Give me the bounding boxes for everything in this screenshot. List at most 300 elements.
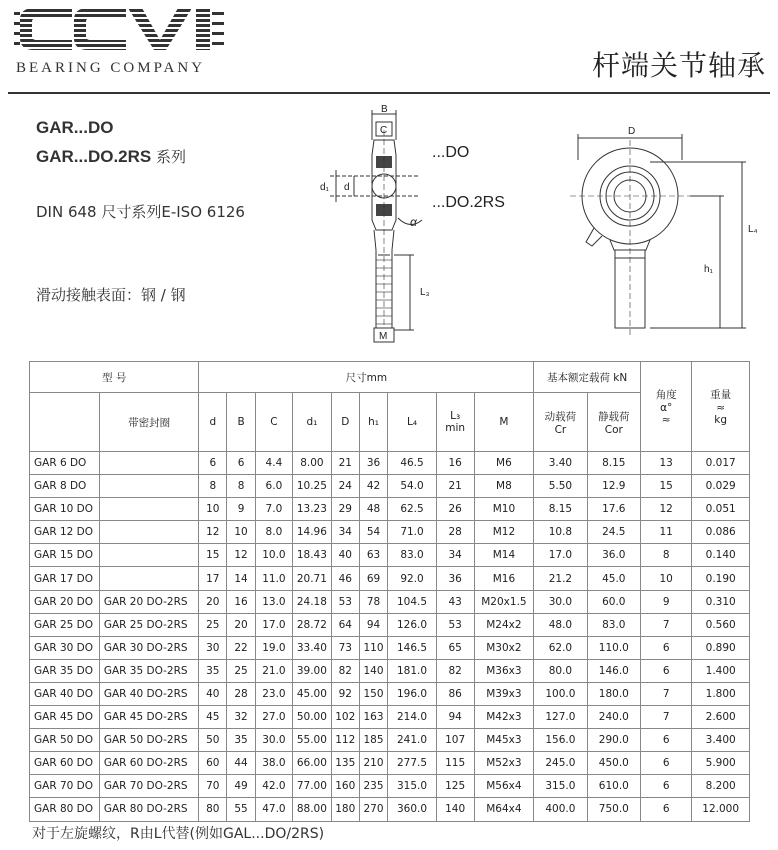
cell-angle: 13 — [641, 452, 692, 475]
cell-D: 46 — [331, 567, 359, 590]
cell-L4: 54.0 — [388, 475, 436, 498]
page-title: 杆端关节轴承 — [591, 49, 766, 82]
cell-weight: 0.140 — [692, 544, 750, 567]
cell-M: M56x4 — [474, 775, 534, 798]
table-row — [30, 544, 750, 567]
table-row — [30, 613, 750, 636]
table-row — [30, 729, 750, 752]
cell-seal-model — [99, 521, 199, 544]
cell-cor: 45.0 — [587, 567, 640, 590]
cell-D: 160 — [331, 775, 359, 798]
cell-M: M30x2 — [474, 636, 534, 659]
header-C: C — [255, 393, 292, 452]
cell-cor: 750.0 — [587, 798, 640, 821]
spec-table — [29, 361, 750, 822]
table-row — [30, 682, 750, 705]
cell-h1: 48 — [359, 498, 388, 521]
cell-d1: 88.00 — [292, 798, 331, 821]
cell-D: 40 — [331, 544, 359, 567]
header-seal: 带密封圈 — [99, 393, 199, 452]
cell-d: 10 — [199, 498, 227, 521]
cell-L4: 62.5 — [388, 498, 436, 521]
cell-L4: 104.5 — [388, 590, 436, 613]
cell-d: 80 — [199, 798, 227, 821]
label-M: M — [379, 331, 388, 342]
cell-cor: 610.0 — [587, 775, 640, 798]
header-model: 型 号 — [30, 362, 199, 393]
cell-model: GAR 25 DO — [30, 613, 100, 636]
cell-L4: 92.0 — [388, 567, 436, 590]
header-M: M — [474, 393, 534, 452]
cell-M: M64x4 — [474, 798, 534, 821]
cell-B: 14 — [227, 567, 256, 590]
cell-seal-model — [99, 498, 199, 521]
cell-weight: 0.190 — [692, 567, 750, 590]
cell-L3: 26 — [436, 498, 474, 521]
cell-B: 12 — [227, 544, 256, 567]
label-alpha: α — [410, 215, 417, 229]
cell-M: M36x3 — [474, 659, 534, 682]
series-name-2rs — [36, 146, 186, 167]
cell-model: GAR 15 DO — [30, 544, 100, 567]
cell-D: 135 — [331, 752, 359, 775]
cell-seal-model — [99, 475, 199, 498]
cell-h1: 140 — [359, 659, 388, 682]
cell-B: 28 — [227, 682, 256, 705]
cell-model: GAR 35 DO — [30, 659, 100, 682]
cell-h1: 94 — [359, 613, 388, 636]
cell-h1: 210 — [359, 752, 388, 775]
cell-angle: 7 — [641, 682, 692, 705]
cell-angle: 6 — [641, 775, 692, 798]
series-suffix: 系列 — [151, 148, 187, 166]
label-h1: h₁ — [704, 264, 713, 275]
cell-M: M16 — [474, 567, 534, 590]
cell-L4: 360.0 — [388, 798, 436, 821]
header-weight-unit: kg — [714, 414, 728, 426]
cell-model: GAR 20 DO — [30, 590, 100, 613]
cell-L3: 43 — [436, 590, 474, 613]
cell-h1: 42 — [359, 475, 388, 498]
header-angle — [641, 362, 692, 452]
table-row — [30, 775, 750, 798]
cell-L3: 94 — [436, 706, 474, 729]
header-L3-min: min — [445, 422, 466, 434]
cell-d1: 55.00 — [292, 729, 331, 752]
cell-weight: 0.890 — [692, 636, 750, 659]
header-cr-label: 动载荷 — [544, 410, 577, 423]
cell-L3: 65 — [436, 636, 474, 659]
cell-L4: 126.0 — [388, 613, 436, 636]
header-B: B — [227, 393, 256, 452]
table-row — [30, 636, 750, 659]
label-L3: L₃ — [420, 287, 430, 298]
cell-M: M12 — [474, 521, 534, 544]
cell-cor: 450.0 — [587, 752, 640, 775]
cell-weight: 12.000 — [692, 798, 750, 821]
cell-cor: 83.0 — [587, 613, 640, 636]
table-row — [30, 475, 750, 498]
cell-L4: 46.5 — [388, 452, 436, 475]
cell-model: GAR 17 DO — [30, 567, 100, 590]
cell-model: GAR 30 DO — [30, 636, 100, 659]
cell-d1: 50.00 — [292, 706, 331, 729]
cell-h1: 185 — [359, 729, 388, 752]
cell-cr: 156.0 — [534, 729, 587, 752]
cell-d: 70 — [199, 775, 227, 798]
table-row — [30, 567, 750, 590]
table-header-row-1 — [30, 362, 750, 393]
cell-model: GAR 60 DO — [30, 752, 100, 775]
header-d1: d₁ — [292, 393, 331, 452]
cell-L4: 277.5 — [388, 752, 436, 775]
series-code-2rs: GAR...DO.2RS — [36, 147, 152, 166]
cell-d1: 18.43 — [292, 544, 331, 567]
cell-weight: 1.400 — [692, 659, 750, 682]
cell-seal-model: GAR 45 DO-2RS — [99, 706, 199, 729]
header-weight-approx: ≈ — [716, 402, 726, 414]
cell-model: GAR 10 DO — [30, 498, 100, 521]
cell-h1: 54 — [359, 521, 388, 544]
cell-B: 10 — [227, 521, 256, 544]
cell-angle: 7 — [641, 706, 692, 729]
cell-C: 4.4 — [255, 452, 292, 475]
cell-L4: 214.0 — [388, 706, 436, 729]
cell-cr: 8.15 — [534, 498, 587, 521]
header-weight-label: 重量 — [710, 389, 732, 401]
cell-d1: 28.72 — [292, 613, 331, 636]
cell-d: 20 — [199, 590, 227, 613]
cell-seal-model — [99, 544, 199, 567]
header-cor-label: 静载荷 — [598, 410, 630, 423]
cell-d: 50 — [199, 729, 227, 752]
cell-C: 21.0 — [255, 659, 292, 682]
table-row — [30, 752, 750, 775]
cell-seal-model: GAR 20 DO-2RS — [99, 590, 199, 613]
sliding-surface-note: 滑动接触表面：钢 / 钢 — [36, 286, 186, 304]
cell-seal-model: GAR 30 DO-2RS — [99, 636, 199, 659]
front-view — [570, 126, 758, 336]
cell-d: 35 — [199, 659, 227, 682]
header-angle-label: 角度 — [655, 389, 677, 401]
cell-cr: 80.0 — [534, 659, 587, 682]
cell-B: 16 — [227, 590, 256, 613]
cell-L3: 28 — [436, 521, 474, 544]
company-name: BEARING COMPANY — [16, 60, 206, 76]
cell-C: 6.0 — [255, 475, 292, 498]
cell-L3: 125 — [436, 775, 474, 798]
cell-C: 19.0 — [255, 636, 292, 659]
cell-d1: 66.00 — [292, 752, 331, 775]
cell-weight: 0.029 — [692, 475, 750, 498]
cell-M: M14 — [474, 544, 534, 567]
footnote: 对于左旋螺纹，R由L代替(例如GAL...DO/2RS) — [32, 826, 325, 842]
cell-L3: 53 — [436, 613, 474, 636]
cell-M: M24x2 — [474, 613, 534, 636]
cell-B: 35 — [227, 729, 256, 752]
cell-D: 112 — [331, 729, 359, 752]
cell-M: M52x3 — [474, 752, 534, 775]
cell-cr: 127.0 — [534, 706, 587, 729]
cell-seal-model: GAR 80 DO-2RS — [99, 798, 199, 821]
spec-table-body — [30, 452, 750, 822]
cell-d: 30 — [199, 636, 227, 659]
cell-C: 8.0 — [255, 521, 292, 544]
cell-L3: 16 — [436, 452, 474, 475]
cell-cor: 180.0 — [587, 682, 640, 705]
cell-M: M45x3 — [474, 729, 534, 752]
cell-model: GAR 12 DO — [30, 521, 100, 544]
cell-cr: 5.50 — [534, 475, 587, 498]
cell-C: 7.0 — [255, 498, 292, 521]
cell-cr: 62.0 — [534, 636, 587, 659]
cell-cr: 21.2 — [534, 567, 587, 590]
cell-h1: 63 — [359, 544, 388, 567]
cell-cr: 315.0 — [534, 775, 587, 798]
table-row — [30, 452, 750, 475]
cell-weight: 0.310 — [692, 590, 750, 613]
cell-seal-model: GAR 50 DO-2RS — [99, 729, 199, 752]
cell-C: 30.0 — [255, 729, 292, 752]
cell-seal-model: GAR 40 DO-2RS — [99, 682, 199, 705]
cell-B: 55 — [227, 798, 256, 821]
cell-L3: 107 — [436, 729, 474, 752]
cell-d: 12 — [199, 521, 227, 544]
cell-angle: 6 — [641, 798, 692, 821]
cell-L3: 34 — [436, 544, 474, 567]
label-d: d — [344, 182, 350, 193]
cell-weight: 2.600 — [692, 706, 750, 729]
cell-d: 17 — [199, 567, 227, 590]
cell-weight: 5.900 — [692, 752, 750, 775]
cell-d: 6 — [199, 452, 227, 475]
cell-seal-model: GAR 60 DO-2RS — [99, 752, 199, 775]
cell-angle: 11 — [641, 521, 692, 544]
header-D: D — [331, 393, 359, 452]
cell-h1: 36 — [359, 452, 388, 475]
standard-note: DIN 648 尺寸系列E-ISO 6126 — [36, 203, 245, 221]
cell-h1: 270 — [359, 798, 388, 821]
cell-d1: 10.25 — [292, 475, 331, 498]
cell-B: 8 — [227, 475, 256, 498]
cell-B: 6 — [227, 452, 256, 475]
cell-D: 73 — [331, 636, 359, 659]
cell-d: 25 — [199, 613, 227, 636]
cell-seal-model: GAR 35 DO-2RS — [99, 659, 199, 682]
cell-cr: 400.0 — [534, 798, 587, 821]
cell-cr: 10.8 — [534, 521, 587, 544]
cell-cor: 146.0 — [587, 659, 640, 682]
header-angle-approx: ≈ — [661, 414, 671, 426]
header-model-blank — [30, 393, 100, 452]
table-row — [30, 798, 750, 821]
header-cor — [587, 393, 640, 452]
cell-weight: 1.800 — [692, 682, 750, 705]
cell-cr: 30.0 — [534, 590, 587, 613]
cell-B: 9 — [227, 498, 256, 521]
ccvi-logo — [14, 4, 224, 54]
cell-L3: 82 — [436, 659, 474, 682]
cell-cr: 17.0 — [534, 544, 587, 567]
cell-D: 180 — [331, 798, 359, 821]
cell-h1: 163 — [359, 706, 388, 729]
cell-cr: 3.40 — [534, 452, 587, 475]
header-load: 基本额定载荷 kN — [534, 362, 641, 393]
label-d1: d₁ — [320, 182, 329, 193]
header-L3 — [436, 393, 474, 452]
cell-L3: 36 — [436, 567, 474, 590]
cell-model: GAR 80 DO — [30, 798, 100, 821]
cell-angle: 7 — [641, 613, 692, 636]
cell-d: 8 — [199, 475, 227, 498]
cell-C: 38.0 — [255, 752, 292, 775]
cell-d: 15 — [199, 544, 227, 567]
header-dims: 尺寸mm — [199, 362, 534, 393]
cell-cor: 110.0 — [587, 636, 640, 659]
cell-C: 27.0 — [255, 706, 292, 729]
cell-B: 32 — [227, 706, 256, 729]
cell-d: 40 — [199, 682, 227, 705]
cell-cor: 36.0 — [587, 544, 640, 567]
header-angle-symbol: α° — [660, 402, 673, 414]
cell-seal-model — [99, 452, 199, 475]
cell-B: 22 — [227, 636, 256, 659]
cell-cr: 100.0 — [534, 682, 587, 705]
cell-angle: 8 — [641, 544, 692, 567]
cell-M: M8 — [474, 475, 534, 498]
header-L4: L₄ — [388, 393, 436, 452]
cell-cor: 60.0 — [587, 590, 640, 613]
cell-model: GAR 50 DO — [30, 729, 100, 752]
cell-model: GAR 70 DO — [30, 775, 100, 798]
cell-d: 60 — [199, 752, 227, 775]
cell-d1: 20.71 — [292, 567, 331, 590]
cell-D: 64 — [331, 613, 359, 636]
cell-L4: 181.0 — [388, 659, 436, 682]
cell-L3: 140 — [436, 798, 474, 821]
cell-weight: 3.400 — [692, 729, 750, 752]
cell-seal-model: GAR 70 DO-2RS — [99, 775, 199, 798]
cell-D: 53 — [331, 590, 359, 613]
cell-C: 47.0 — [255, 798, 292, 821]
cell-C: 23.0 — [255, 682, 292, 705]
label-C: C — [380, 125, 388, 136]
cell-weight: 0.017 — [692, 452, 750, 475]
cell-C: 10.0 — [255, 544, 292, 567]
label-D: D — [628, 126, 636, 137]
cell-seal-model — [99, 567, 199, 590]
cell-h1: 69 — [359, 567, 388, 590]
series-name-do: GAR...DO — [36, 118, 114, 137]
cell-d1: 8.00 — [292, 452, 331, 475]
cell-model: GAR 40 DO — [30, 682, 100, 705]
cell-M: M20x1.5 — [474, 590, 534, 613]
cell-L3: 115 — [436, 752, 474, 775]
variant-label-do: ...DO — [432, 144, 470, 161]
cell-M: M10 — [474, 498, 534, 521]
cell-L4: 315.0 — [388, 775, 436, 798]
header-cr-symbol: Cr — [554, 423, 567, 436]
table-row — [30, 521, 750, 544]
cell-h1: 78 — [359, 590, 388, 613]
cell-model: GAR 8 DO — [30, 475, 100, 498]
header-divider — [8, 92, 770, 94]
header-d: d — [199, 393, 227, 452]
table-row — [30, 590, 750, 613]
cell-cr: 48.0 — [534, 613, 587, 636]
cell-D: 34 — [331, 521, 359, 544]
cell-weight: 0.086 — [692, 521, 750, 544]
cell-M: M42x3 — [474, 706, 534, 729]
cell-D: 24 — [331, 475, 359, 498]
cell-M: M6 — [474, 452, 534, 475]
cell-L4: 71.0 — [388, 521, 436, 544]
cell-C: 13.0 — [255, 590, 292, 613]
cell-angle: 10 — [641, 567, 692, 590]
cell-model: GAR 45 DO — [30, 706, 100, 729]
header-L3-label: L₃ — [450, 410, 461, 422]
cell-d1: 13.23 — [292, 498, 331, 521]
cell-d1: 33.40 — [292, 636, 331, 659]
cell-seal-model: GAR 25 DO-2RS — [99, 613, 199, 636]
cell-angle: 6 — [641, 752, 692, 775]
table-row — [30, 659, 750, 682]
table-row — [30, 498, 750, 521]
cell-C: 11.0 — [255, 567, 292, 590]
cell-d1: 24.18 — [292, 590, 331, 613]
cell-cor: 240.0 — [587, 706, 640, 729]
cell-cor: 290.0 — [587, 729, 640, 752]
cell-h1: 110 — [359, 636, 388, 659]
cell-angle: 9 — [641, 590, 692, 613]
cell-B: 25 — [227, 659, 256, 682]
cell-weight: 8.200 — [692, 775, 750, 798]
cell-L4: 241.0 — [388, 729, 436, 752]
header-h1: h₁ — [359, 393, 388, 452]
cell-weight: 0.560 — [692, 613, 750, 636]
cell-cr: 245.0 — [534, 752, 587, 775]
variant-label-2rs: ...DO.2RS — [432, 194, 505, 211]
cell-D: 29 — [331, 498, 359, 521]
label-L4: L₄ — [748, 224, 758, 235]
cell-d: 45 — [199, 706, 227, 729]
cell-cor: 8.15 — [587, 452, 640, 475]
rod-end-drawing — [310, 100, 770, 345]
table-row — [30, 706, 750, 729]
cell-h1: 150 — [359, 682, 388, 705]
cell-d1: 77.00 — [292, 775, 331, 798]
cell-D: 102 — [331, 706, 359, 729]
cell-L4: 196.0 — [388, 682, 436, 705]
cell-cor: 17.6 — [587, 498, 640, 521]
cell-angle: 6 — [641, 729, 692, 752]
cell-D: 92 — [331, 682, 359, 705]
cell-C: 42.0 — [255, 775, 292, 798]
cell-D: 21 — [331, 452, 359, 475]
cell-model: GAR 6 DO — [30, 452, 100, 475]
cell-angle: 12 — [641, 498, 692, 521]
header-cr — [534, 393, 587, 452]
header-cor-symbol: Cor — [604, 423, 623, 436]
cell-angle: 6 — [641, 659, 692, 682]
cell-d1: 45.00 — [292, 682, 331, 705]
cell-cor: 24.5 — [587, 521, 640, 544]
cell-L4: 83.0 — [388, 544, 436, 567]
header-weight — [692, 362, 750, 452]
cell-M: M39x3 — [474, 682, 534, 705]
cell-B: 49 — [227, 775, 256, 798]
cell-L4: 146.5 — [388, 636, 436, 659]
